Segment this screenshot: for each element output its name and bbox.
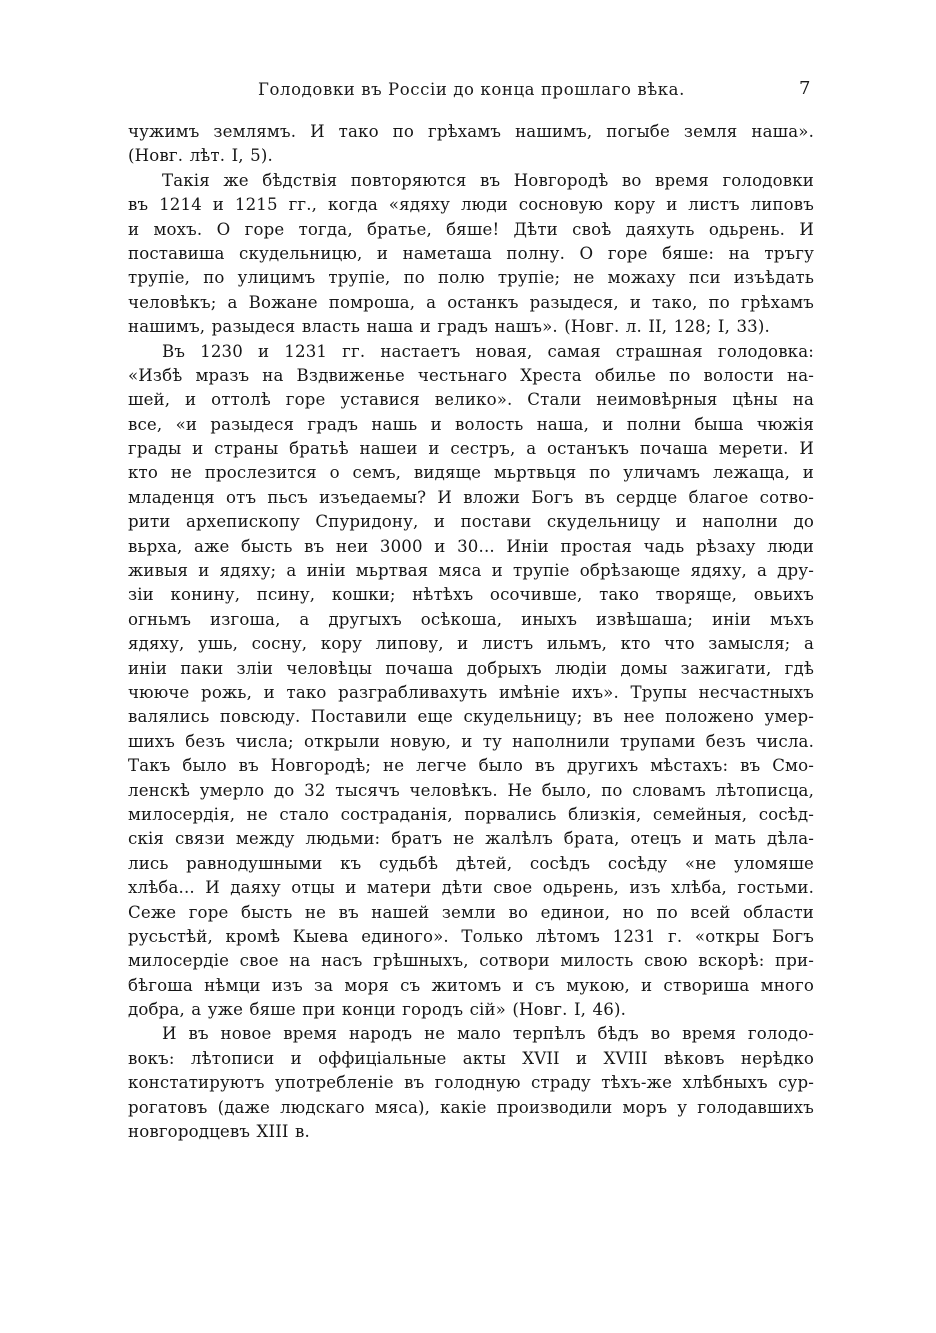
text-line: бѣгоша нѣмци изъ за моря съ житомъ и съ мукою, и створиша много bbox=[128, 975, 814, 995]
text-line: русьстѣй, кромѣ Кыева единого». Только лѣтомъ 1231 г. «откры Богъ bbox=[128, 926, 814, 946]
text-line: инiи паки зліи человѣцы почаша добрыхъ людiи домы зажигати, гдѣ bbox=[128, 658, 814, 678]
text-line: и мохъ. О горе тогда, братье, бяше! Дѣти своѣ даяхуть одьрень. И bbox=[128, 219, 814, 239]
text-line: ядяху, ушь, сосну, кору липову, и листъ ильмъ, кто что замысля; а bbox=[128, 634, 814, 654]
text-line: скія связи между людьми: братъ не жалѣлъ брата, отецъ и мать дѣла- bbox=[128, 829, 814, 849]
text-line: рогатовъ (даже людскаго мяса), какіе производили моръ у голодавшихъ bbox=[128, 1097, 814, 1117]
text-line: нашимъ, разыдеся власть наша и градъ нашъ». (Новг. л. II, 128; I, 33). bbox=[128, 317, 770, 337]
text-line: грады и страны братьѣ нашеи и сестръ, а останъкъ почаша мерети. И bbox=[128, 439, 814, 459]
text-line: Сеже горе бысть не въ нашей земли во единои, но по всей области bbox=[128, 902, 814, 922]
text-line: лись равнодушными къ судьбѣ дѣтей, сосѣдъ сосѣду «не уломяше bbox=[128, 853, 814, 873]
text-line: «Избѣ мразъ на Вздвиженье честьнаго Хреста обилье по волости на- bbox=[128, 365, 814, 385]
text-line: констатируютъ употребленіе въ голодную страду тѣхъ-же хлѣбныхъ сур- bbox=[128, 1073, 814, 1093]
running-head-title: Голодовки въ Россіи до конца прошлаго вѣка. bbox=[258, 80, 685, 99]
text-line: вокъ: лѣтописи и оффиціальные акты XVII и XVIII вѣковъ нерѣдко bbox=[128, 1048, 814, 1068]
text-line: кто не прослезится о семъ, видяще мьртвьця по уличамъ лежаща, и bbox=[128, 463, 814, 483]
text-line: трупіе, по улицимъ трупіе, по полю трупіе; не можаху пси изъѣдать bbox=[128, 268, 814, 288]
text-line: Такъ было въ Новгородѣ; не легче было въ другихъ мѣстахъ: въ Смо- bbox=[128, 756, 814, 776]
text-line: живыя и ядяху; а инiи мьртвая мяса и трупіе обрѣзающе ядяху, а дру- bbox=[128, 561, 814, 581]
text-line: Въ 1230 и 1231 гг. настаетъ новая, самая страшная голодовка: bbox=[162, 341, 814, 361]
text-line: (Новг. лѣт. I, 5). bbox=[128, 146, 273, 166]
text-line: человѣкъ; а Вожане помроша, а останкъ разыдеся, и тако, по грѣхамъ bbox=[128, 292, 814, 312]
text-line: рити архепископу Спуридону, и постави скудельницу и наполни до bbox=[128, 512, 814, 532]
text-line: ленскѣ умерло до 32 тысячъ человѣкъ. Не было, по словамъ лѣтописца, bbox=[128, 780, 814, 800]
text-line: огньмъ изгоша, а другыхъ осѣкоша, иныхъ извѣшаша; инiи мъхъ bbox=[128, 609, 814, 629]
text-line: зіи конину, псину, кошки; нѣтѣхъ осочивше, тако творяще, овьихъ bbox=[128, 585, 814, 605]
body-text bbox=[128, 120, 814, 1144]
text-line: вьрха, аже бысть въ неи 3000 и 30... Инiи простая чадь рѣзаху люди bbox=[128, 536, 814, 556]
text-line: милосердіе свое на насъ грѣшныхъ, сотвори милость свою вскорѣ: при- bbox=[128, 951, 814, 971]
text-line: новгородцевъ XIII в. bbox=[128, 1122, 310, 1142]
text-line: валялись повсюду. Поставили еще скудельницу; въ нее положено умер- bbox=[128, 707, 814, 727]
text-line: хлѣба... И даяху отцы и матери дѣти свое одьрень, изъ хлѣба, гостьми. bbox=[128, 878, 814, 898]
text-line: поставиша скудельницю, и наметаша полну. О горе бяше: на тръгу bbox=[128, 243, 814, 263]
page-number: 7 bbox=[799, 78, 811, 99]
text-line: чююче рожь, и тако разграбливахуть имѣніе ихъ». Трупы несчастныхъ bbox=[128, 682, 814, 702]
text-line: Такія же бѣдствія повторяются въ Новгородѣ во время голодовки bbox=[162, 170, 814, 190]
text-line: И въ новое время народъ не мало терпѣлъ бѣдъ во время голодо- bbox=[162, 1024, 814, 1044]
text-line: въ 1214 и 1215 гг., когда «ядяху люди сосновую кору и листъ липовъ bbox=[128, 195, 814, 215]
text-line: все, «и разыдеся градъ нашь и волость наша, и полни быша чюжія bbox=[128, 414, 814, 434]
text-line: шихъ безъ числа; открыли новую, и ту наполнили трупами безъ числа. bbox=[128, 731, 814, 751]
text-line: добра, а уже бяше при конци городъ сій» (Новг. I, 46). bbox=[128, 1000, 626, 1020]
text-line: милосердія, не стало состраданія, порвались близкія, семейныя, сосѣд- bbox=[128, 804, 814, 824]
text-line: младенця отъ пьсъ изъедаемы? И вложи Богъ въ сердце благое сотво- bbox=[128, 487, 814, 507]
text-line: шей, и оттолѣ горе уставися велико». Стали неимовѣрныя цѣны на bbox=[128, 390, 814, 410]
text-line: чужимъ землямъ. И тако по грѣхамъ нашимъ, погыбе земля наша». bbox=[128, 122, 814, 141]
